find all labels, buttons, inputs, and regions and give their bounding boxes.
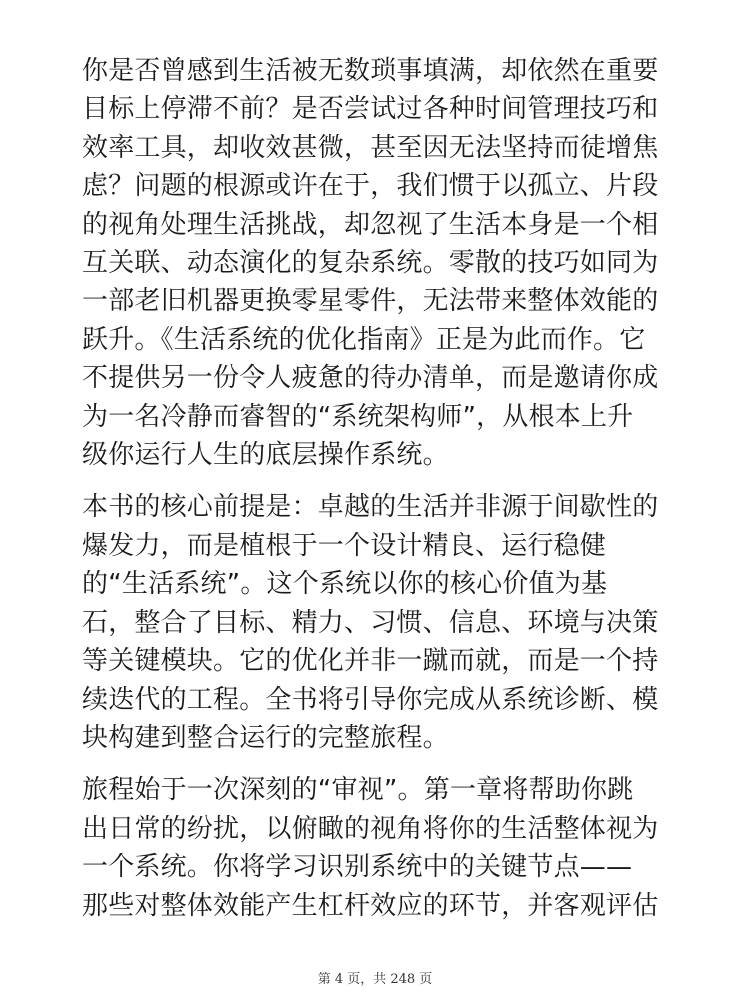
- text-line: 的视角处理生活挑战，却忽视了生活本身是一个相: [82, 209, 659, 240]
- paragraph-1: [82, 52, 672, 474]
- text-line: 那些对整体效能产生杠杆效应的环节，并客观评估: [82, 890, 659, 921]
- text-line: 块构建到整合运行的完整旅程。: [82, 722, 449, 753]
- text-line: 出日常的纷扰，以俯瞰的视角将你的生活整体视为: [82, 813, 659, 844]
- text-line: 为一名冷静而睿智的“系统架构师”，从根本上升: [82, 401, 634, 432]
- text-line: 跃升。《生活系统的优化指南》正是为此而作。它: [82, 324, 646, 355]
- text-line: 级你运行人生的底层操作系统。: [82, 440, 449, 471]
- text-line: 目标上停滞不前？是否尝试过各种时间管理技巧和: [82, 94, 659, 125]
- text-line: 虑？问题的根源或许在于，我们惯于以孤立、片段: [82, 171, 659, 202]
- text-line: 一个系统。你将学习识别系统中的关键节点——: [82, 852, 633, 883]
- paragraph-2: [82, 488, 672, 757]
- text-line: 本书的核心前提是：卓越的生活并非源于间歇性的: [82, 492, 659, 523]
- text-line: 石，整合了目标、精力、习惯、信息、环境与决策: [82, 607, 659, 638]
- text-line: 旅程始于一次深刻的“审视”。第一章将帮助你跳: [82, 775, 634, 806]
- text-line: 一部老旧机器更换零星零件，无法带来整体效能的: [82, 286, 659, 317]
- text-line: 不提供另一份令人疲惫的待办清单，而是邀请你成: [82, 363, 659, 394]
- text-line: 的“生活系统”。这个系统以你的核心价值为基: [82, 569, 608, 600]
- text-line: 互关联、动态演化的复杂系统。零散的技巧如同为: [82, 248, 659, 279]
- body-text: [82, 52, 672, 939]
- paragraph-3: [82, 771, 672, 925]
- text-line: 等关键模块。它的优化并非一蹴而就，而是一个持: [82, 646, 659, 677]
- text-line: 你是否曾感到生活被无数琐事填满，却依然在重要: [82, 56, 659, 86]
- text-line: 效率工具，却收效甚微，甚至因无法坚持而徒增焦: [82, 132, 659, 163]
- text-line: 续迭代的工程。全书将引导你完成从系统诊断、模: [82, 684, 659, 715]
- page-number-footer: 第 4 页，共 248 页: [317, 972, 433, 987]
- text-line: 爆发力，而是植根于一个设计精良、运行稳健: [82, 530, 607, 561]
